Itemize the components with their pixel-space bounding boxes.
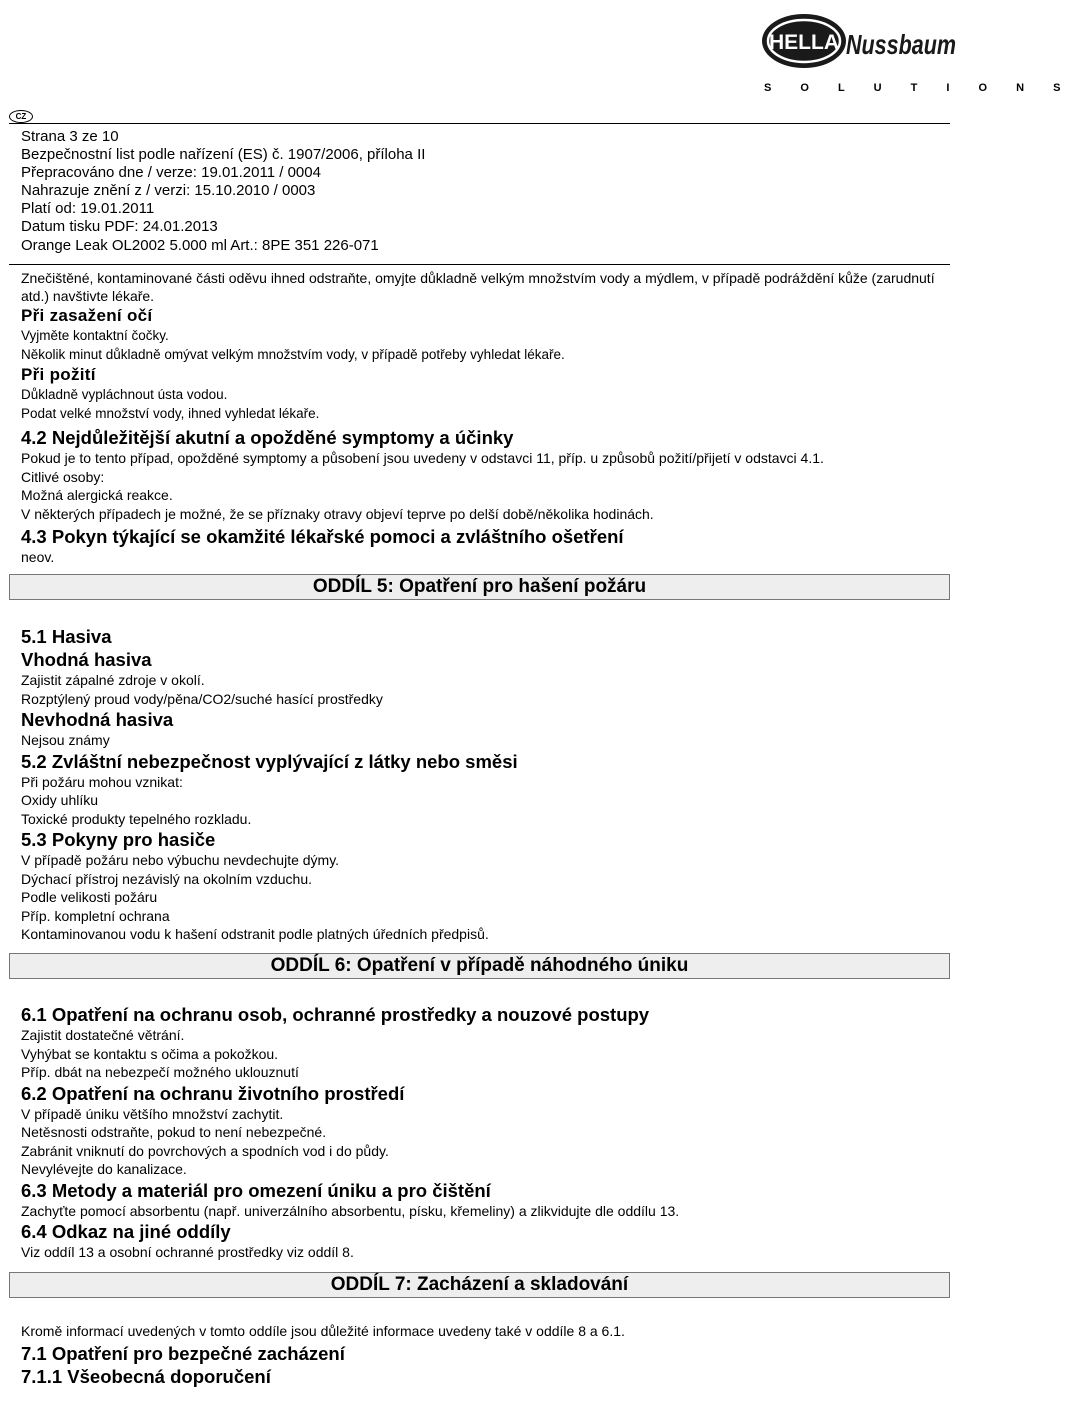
eye-contact-heading: Při zasažení očí (21, 306, 153, 325)
s61-text-3: Příp. dbát na nebezpečí možného uklouznutí (21, 1064, 299, 1080)
s42-text-3: Možná alergická reakce. (21, 487, 173, 503)
suitable-media-text-1: Zajistit zápalné zdroje v okolí. (21, 672, 205, 688)
skin-contact-text: Znečištěné, kontaminované části oděvu ihned odstraňte, omyjte důkladně velkým množstvím vody a mýdlem, v případě podráždění kůže (zarudnutí atd.) navštivte lékaře. (21, 270, 935, 304)
section-7 (21, 1322, 951, 1388)
regulation-line: Bezpečnostní list podle nařízení (ES) č. 1907/2006, příloha II (21, 146, 426, 164)
s61-text-2: Vyhýbat se kontaktu s očima a pokožkou. (21, 1045, 279, 1062)
country-badge: CZ (9, 110, 33, 123)
heading-6-2: 6.2 Opatření na ochranu životního prostředí (21, 1082, 405, 1104)
section-6-bar: ODDÍL 6: Opatření v případě náhodného úniku (9, 953, 950, 979)
valid-from-line: Platí od: 19.01.2011 (21, 200, 155, 218)
section-6 (21, 1003, 951, 1262)
s42-text-1: Pokud je to tento případ, opožděné symptomy a působení jsou uvedeny v odstavci 11, příp. u způsobů požití/přijetí v odstavci 4.1. (21, 450, 824, 466)
eye-contact-text-1: Vyjměte kontaktní čočky. (21, 328, 169, 343)
s62-text-4: Nevylévejte do kanalizace. (21, 1161, 187, 1177)
replaces-line: Nahrazuje znění z / verzi: 15.10.2010 / 0003 (21, 182, 316, 200)
eye-contact-text-2: Několik minut důkladně omývat velkým množstvím vody, v případě potřeby vyhledat lékaře. (21, 346, 565, 362)
company-logo (756, 6, 1073, 98)
s53-text-3: Podle velikosti požáru (21, 889, 158, 905)
section-7-bar: ODDÍL 7: Zacházení a skladování (9, 1272, 950, 1298)
s43-text-1: neov. (21, 549, 55, 565)
revision-line: Přepracováno dne / verze: 19.01.2011 / 0004 (21, 164, 321, 182)
section-5-bar: ODDÍL 5: Opatření pro hašení požáru (9, 574, 950, 600)
logo-tagline: S O L U T I O N S (764, 82, 1073, 94)
document-header (21, 128, 425, 255)
s7-intro-text: Kromě informací uvedených v tomto oddíle jsou důležité informace uvedeny také v oddíle 8 a 6.1. (21, 1323, 625, 1339)
s61-text-1: Zajistit dostatečné větrání. (21, 1027, 185, 1043)
heading-5-3: 5.3 Pokyny pro hasiče (21, 829, 216, 850)
header-rule-bottom (9, 264, 950, 265)
heading-4-3: 4.3 Pokyn týkající se okamžité lékařské pomoci a zvláštního ošetření (21, 526, 624, 547)
print-date-line: Datum tisku PDF: 24.01.2013 (21, 218, 218, 236)
heading-7-1-1: 7.1.1 Všeobecná doporučení (21, 1365, 271, 1387)
section-5 (21, 625, 951, 944)
heading-5-1: 5.1 Hasiva (21, 626, 112, 647)
ingestion-heading: Při požití (21, 365, 96, 384)
product-line: Orange Leak OL2002 5.000 ml Art.: 8PE 351 226-071 (21, 236, 379, 254)
ingestion-text-1: Důkladně vypláchnout ústa vodou. (21, 387, 228, 402)
s62-text-2: Netěsnosti odstraňte, pokud to není nebezpečné. (21, 1124, 327, 1140)
s63-text-1: Zachyťte pomocí absorbentu (např. univerzálního absorbentu, písku, křemeliny) a zlikvidujte dle oddílu 13. (21, 1202, 680, 1219)
hella-logo (760, 12, 848, 70)
suitable-media-heading: Vhodná hasiva (21, 649, 152, 670)
s62-text-1: V případě úniku většího množství zachytit. (21, 1105, 284, 1122)
s53-text-4: Příp. kompletní ochrana (21, 907, 170, 924)
heading-7-1: 7.1 Opatření pro bezpečné zacházení (21, 1342, 345, 1364)
heading-4-2: 4.2 Nejdůležitější akutní a opožděné symptomy a účinky (21, 427, 514, 448)
page-number: Strana 3 ze 10 (21, 128, 119, 145)
unsuitable-media-text: Nejsou známy (21, 732, 110, 748)
ingestion-text-2: Podat velké množství vody, ihned vyhledat lékaře. (21, 405, 320, 421)
hella-logo-text: HELLA (769, 31, 839, 54)
heading-6-4: 6.4 Odkaz na jiné oddíly (21, 1221, 231, 1242)
s42-text-2: Citlivé osoby: (21, 468, 105, 485)
s64-text-1: Viz oddíl 13 a osobní ochranné prostředky viz oddíl 8. (21, 1244, 354, 1260)
unsuitable-media-heading: Nevhodná hasiva (21, 709, 174, 730)
nussbaum-logo-text: Nussbaum (846, 29, 956, 60)
heading-5-2: 5.2 Zvláštní nebezpečnost vyplývající z látky nebo směsi (21, 750, 518, 772)
nussbaum-logo (846, 22, 958, 62)
heading-6-3: 6.3 Metody a materiál pro omezení úniku a pro čištění (21, 1179, 491, 1201)
s52-text-2: Oxidy uhlíku (21, 792, 99, 808)
s52-text-1: Při požáru mohou vznikat: (21, 773, 183, 790)
header-rule-top (9, 123, 950, 124)
s62-text-3: Zabránit vniknutí do povrchových a spodních vod i do půdy. (21, 1142, 389, 1159)
suitable-media-text-2: Rozptýlený proud vody/pěna/CO2/suché hasící prostředky (21, 690, 383, 707)
s53-text-1: V případě požáru nebo výbuchu nevdechujte dýmy. (21, 852, 340, 868)
section-4-continued (21, 268, 951, 567)
s53-text-2: Dýchací přístroj nezávislý na okolním vzduchu. (21, 870, 313, 887)
heading-6-1: 6.1 Opatření na ochranu osob, ochranné prostředky a nouzové postupy (21, 1004, 650, 1025)
s53-text-5: Kontaminovanou vodu k hašení odstranit podle platných úředních předpisů. (21, 926, 489, 942)
s42-text-4: V některých případech je možné, že se příznaky otravy objeví teprve po delší době/několika hodinách. (21, 505, 654, 522)
s52-text-3: Toxické produkty tepelného rozkladu. (21, 810, 252, 827)
